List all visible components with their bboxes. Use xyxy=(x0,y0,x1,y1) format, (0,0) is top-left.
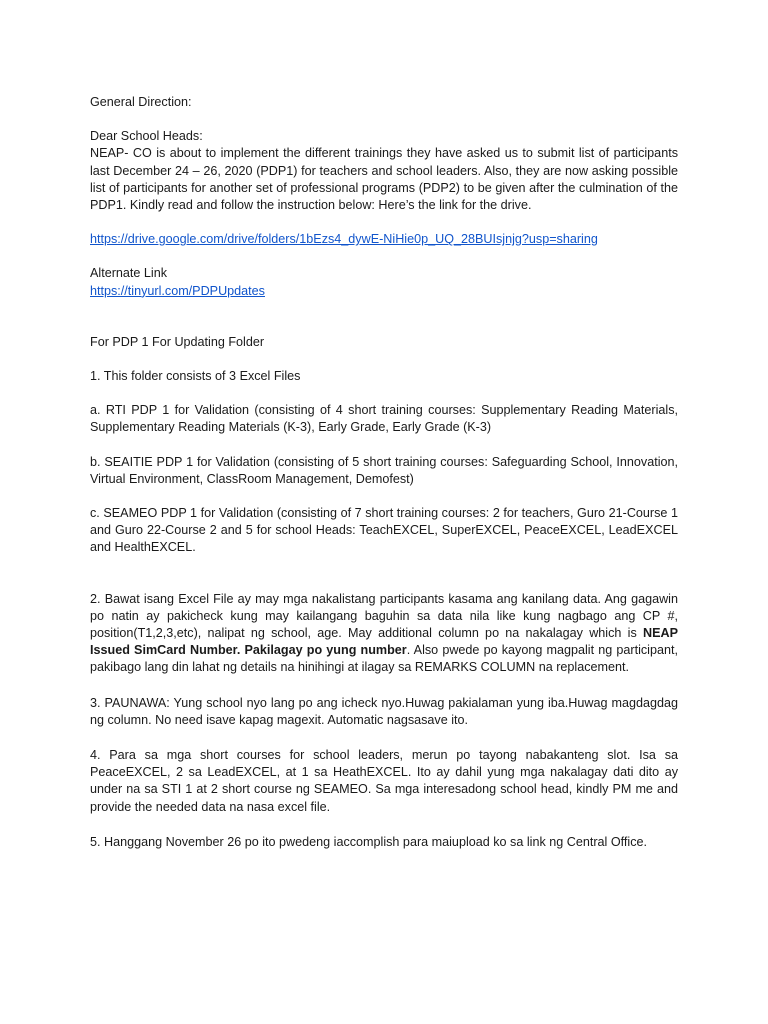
list-item-b: b. SEAITIE PDP 1 for Validation (consisting of 5 short training courses: Safeguarding School, Innovation, Virtual Environment, ClassRoom Management, Demofest) xyxy=(90,454,678,486)
list-item-2 xyxy=(90,591,678,677)
item-2-bold-text: NEAP Issued SimCard Number. Pakilagay po yung number xyxy=(90,626,678,658)
alternate-link-label: Alternate Link xyxy=(90,266,168,281)
intro-paragraph: NEAP- CO is about to implement the different trainings they have asked us to submit list of participants last December 24 – 26, 2020 (PDP1) for teachers and school leaders. Also, they are now asking possible list of participants for another set of professional programs (PDP2) to be given after the culmination of the PDP1. Kindly read and follow the instruction below: Here’s the link for the drive. xyxy=(90,146,678,213)
item-2-text-start: 2. Bawat isang Excel File ay may mga nakalistang participants kasama ang kanilang data. Ang gagawin po natin ay pakicheck kung may kailangang baguhin sa data nila like kung nagbago ang CP #, position(T1,2,3,etc), nalipat ng school, age. May additional column po na nakalagay which is xyxy=(90,591,678,641)
alternate-link[interactable]: https://tinyurl.com/PDPUpdates xyxy=(90,283,265,298)
list-item-3: 3. PAUNAWA: Yung school nyo lang po ang icheck nyo.Huwag pakialaman yung iba.Huwag magdagdag ng column. No need isave kapag magexit. Automatic nagsasave ito. xyxy=(90,695,678,727)
list-item-1: 1. This folder consists of 3 Excel Files xyxy=(90,369,301,384)
list-item-4: 4. Para sa mga short courses for school leaders, merun po tayong nabakanteng slot. Isa sa PeaceEXCEL, 2 sa LeadEXCEL, at 1 sa HeathEXCEL. Ito ay dahil yung mga nakalagay dati dito ay under na sa STI 1 at 2 short course ng SEAMEO. Sa mga interesadong school head, kindly PM me and provide the needed data na nasa excel file. xyxy=(90,748,678,814)
drive-link[interactable]: https://drive.google.com/drive/folders/1bEzs4_dywE-NiHie0p_UQ_28BUIsjnjg?usp=sharing xyxy=(90,232,598,247)
salutation: Dear School Heads: xyxy=(90,129,203,144)
list-item-c: c. SEAMEO PDP 1 for Validation (consisting of 7 short training courses: 2 for teachers, Guro 21-Course 1 and Guro 22-Course 2 and 5 for school Heads: TeachEXCEL, SuperEXCEL, PeaceEXCEL, LeadEXCEL and HealthEXCEL. xyxy=(90,506,678,555)
section-title: For PDP 1 For Updating Folder xyxy=(90,334,265,349)
document-heading: General Direction: xyxy=(90,95,192,109)
list-item-a: a. RTI PDP 1 for Validation (consisting of 4 short training courses: Supplementary Reading Materials, Supplementary Reading Materials (K-3), Early Grade, Early Grade (K-3) xyxy=(90,403,678,435)
item-2-text-end: . Also pwede po kayong magpalit ng participant, pakibago lang din lahat ng details na hinihingi at ilagay sa REMARKS COLUMN na replacement. xyxy=(90,643,678,675)
list-item-5: 5. Hanggang November 26 po ito pwedeng iaccomplish para maiupload ko sa link ng Central Office. xyxy=(90,834,648,849)
